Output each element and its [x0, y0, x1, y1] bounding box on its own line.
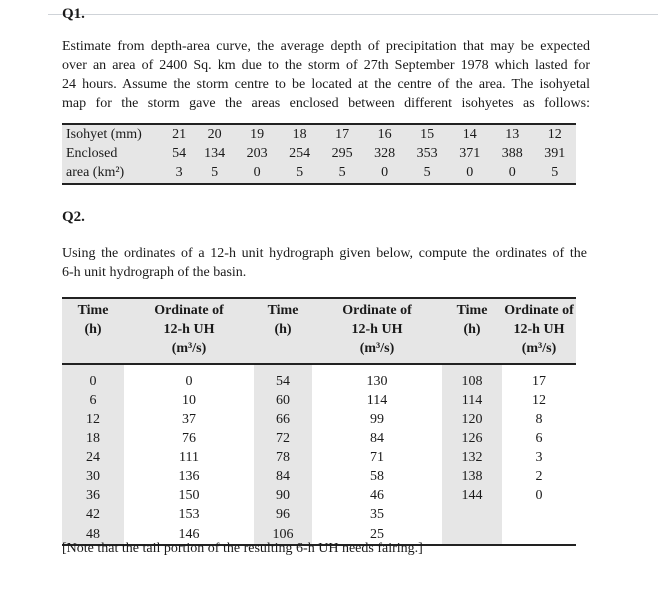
uh-row — [62, 410, 576, 429]
isohyet-label: Isohyet (mm) — [62, 124, 165, 145]
isohyet-value: 18 — [278, 124, 321, 145]
ordinate-cell: 99 — [370, 412, 384, 427]
area-digits: 371 — [448, 145, 491, 163]
ordinate-cell: 111 — [179, 450, 199, 465]
time-cell: 144 — [442, 486, 502, 505]
isohyet-value: 20 — [193, 124, 236, 145]
time-cell: 30 — [62, 467, 124, 486]
area-digits: 328 — [363, 145, 406, 163]
isohyet-value: 12 — [533, 124, 576, 145]
ordinate-cell: 8 — [535, 412, 543, 427]
ordinate-cell: 150 — [178, 488, 200, 503]
area-digit: 0 — [236, 163, 279, 184]
time-cell: 126 — [442, 429, 502, 448]
area-digit: 5 — [193, 163, 236, 184]
area-digit: 3 — [165, 163, 193, 184]
q1-line: map for the storm gave the areas enclosed between different isohyetes as follows: — [62, 96, 590, 111]
ordinate-cell — [502, 524, 576, 545]
time-cell: 36 — [62, 486, 124, 505]
time-cell: 90 — [254, 486, 312, 505]
area-row-2 — [62, 163, 576, 184]
isohyet-row — [62, 124, 576, 145]
ordinate-cell: 130 — [366, 374, 388, 389]
ordinate-cell: 84 — [370, 431, 384, 446]
question-1-text — [62, 37, 590, 113]
uh-row — [62, 448, 576, 467]
ordinate-cell: 2 — [535, 469, 543, 484]
time-cell: 114 — [442, 391, 502, 410]
ordinate-cell: 146 — [124, 524, 254, 545]
time-cell: 96 — [254, 505, 312, 524]
ordinate-header: Ordinate of 12-h UH (m³/s) — [312, 298, 442, 364]
area-label: Enclosed — [62, 145, 165, 163]
ordinate-cell: 3 — [535, 450, 543, 465]
time-cell — [442, 505, 502, 524]
ordinate-cell: 76 — [182, 431, 196, 446]
ordinate-cell: 153 — [178, 507, 200, 522]
area-digits: 353 — [406, 145, 449, 163]
area-digits: 54 — [165, 145, 193, 163]
area-digit: 5 — [321, 163, 364, 184]
isohyet-value: 16 — [363, 124, 406, 145]
uh-row — [62, 467, 576, 486]
time-cell: 84 — [254, 467, 312, 486]
ordinate-cell: 25 — [312, 524, 442, 545]
ordinate-cell: 17 — [532, 374, 546, 389]
uh-row — [62, 364, 576, 391]
ordinate-cell — [502, 505, 576, 524]
time-cell: 24 — [62, 448, 124, 467]
top-divider — [48, 14, 658, 15]
uh-row — [62, 505, 576, 524]
question-2-text — [62, 244, 587, 282]
time-cell: 18 — [62, 429, 124, 448]
question-1-heading: Q1. — [62, 6, 85, 22]
ordinate-cell: 0 — [535, 488, 543, 503]
isohyet-table — [62, 123, 576, 185]
isohyet-value: 15 — [406, 124, 449, 145]
time-cell: 132 — [442, 448, 502, 467]
isohyet-value: 14 — [448, 124, 491, 145]
ordinate-cell: 10 — [182, 393, 196, 408]
time-cell: 48 — [62, 524, 124, 545]
ordinate-cell: 46 — [370, 488, 384, 503]
time-cell: 108 — [442, 364, 502, 391]
area-digit: 5 — [533, 163, 576, 184]
area-digits: 391 — [533, 145, 576, 163]
isohyet-value: 17 — [321, 124, 364, 145]
ordinate-cell: 136 — [178, 469, 200, 484]
time-cell: 6 — [62, 391, 124, 410]
area-row-1 — [62, 145, 576, 163]
area-digits: 203 — [236, 145, 279, 163]
ordinate-cell: 12 — [532, 393, 546, 408]
time-cell: 120 — [442, 410, 502, 429]
uh-row — [62, 391, 576, 410]
ordinate-header: Ordinate of 12-h UH (m³/s) — [124, 298, 254, 364]
time-cell: 0 — [62, 364, 124, 391]
time-cell: 106 — [254, 524, 312, 545]
time-header: Time (h) — [442, 298, 502, 364]
time-cell: 12 — [62, 410, 124, 429]
time-cell: 54 — [254, 364, 312, 391]
question-2-heading: Q2. — [62, 209, 85, 225]
area-digit: 0 — [363, 163, 406, 184]
fairing-note: [Note that the tail portion of the resulting 6-h UH needs fairing.] — [62, 541, 423, 556]
ordinate-cell: 114 — [366, 393, 388, 408]
isohyet-value: 13 — [491, 124, 534, 145]
time-cell: 72 — [254, 429, 312, 448]
uh-row — [62, 429, 576, 448]
time-cell: 78 — [254, 448, 312, 467]
q2-line: 6-h unit hydrograph of the basin. — [62, 265, 247, 280]
time-cell: 66 — [254, 410, 312, 429]
area-digits: 254 — [278, 145, 321, 163]
ordinate-cell: 35 — [370, 507, 384, 522]
area-digits: 134 — [193, 145, 236, 163]
time-cell: 60 — [254, 391, 312, 410]
uh-row — [62, 486, 576, 505]
time-cell — [442, 524, 502, 545]
area-digit: 0 — [448, 163, 491, 184]
ordinate-cell: 37 — [182, 412, 196, 427]
time-header: Time (h) — [254, 298, 312, 364]
time-header: Time (h) — [62, 298, 124, 364]
ordinate-cell: 71 — [370, 450, 384, 465]
area-digits: 295 — [321, 145, 364, 163]
q1-line: over an area of 2400 Sq. km due to the storm of 27th September 1978 which lasted for — [62, 58, 590, 73]
time-cell: 138 — [442, 467, 502, 486]
ordinate-cell: 58 — [370, 469, 384, 484]
q2-line: Using the ordinates of a 12-h unit hydrograph given below, compute the ordinates of the — [62, 246, 587, 261]
area-digit: 5 — [278, 163, 321, 184]
area-digits: 388 — [491, 145, 534, 163]
area-digit: 0 — [491, 163, 534, 184]
q1-line: 24 hours. Assume the storm centre to be located at the centre of the area. The isohyetal — [62, 77, 590, 92]
area-digit: 5 — [406, 163, 449, 184]
ordinate-cell: 0 — [185, 374, 193, 389]
time-cell: 42 — [62, 505, 124, 524]
q1-line: Estimate from depth-area curve, the average depth of precipitation that may be expected — [62, 39, 590, 54]
area-unit-label: area (km²) — [62, 163, 165, 184]
isohyet-value: 21 — [165, 124, 193, 145]
ordinate-cell: 6 — [535, 431, 543, 446]
unit-hydrograph-table — [62, 297, 576, 546]
ordinate-header: Ordinate of 12-h UH (m³/s) — [502, 298, 576, 364]
isohyet-value: 19 — [236, 124, 279, 145]
